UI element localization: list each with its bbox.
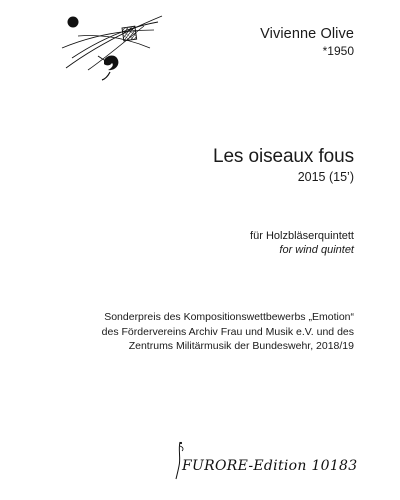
publisher-imprint xyxy=(168,440,368,480)
prize-note xyxy=(54,310,354,354)
abstract-birds-artwork-icon xyxy=(58,8,168,88)
publisher-edition-number: FURORE-Edition 10183 xyxy=(182,458,358,474)
instrumentation-german: für Holzbläserquintett xyxy=(250,230,354,242)
prize-line-2: des Fördervereins Archiv Frau und Musik e.V. und des xyxy=(101,325,354,338)
composer-block xyxy=(260,26,354,59)
instrumentation-block xyxy=(250,229,354,257)
prize-line-3: Zentrums Militärmusik der Bundeswehr, 2018/19 xyxy=(128,340,354,352)
work-title: Les oiseaux fous xyxy=(213,146,354,167)
composer-name: Vivienne Olive xyxy=(260,26,354,42)
work-year-duration: 2015 (15’) xyxy=(297,170,354,184)
title-block xyxy=(213,145,354,185)
prize-line-1: Sonderpreis des Kompositionswettbewerbs „Emotion“ xyxy=(104,311,354,323)
instrumentation-english: for wind quintet xyxy=(279,244,354,256)
composer-birth-year: *1950 xyxy=(322,44,354,58)
